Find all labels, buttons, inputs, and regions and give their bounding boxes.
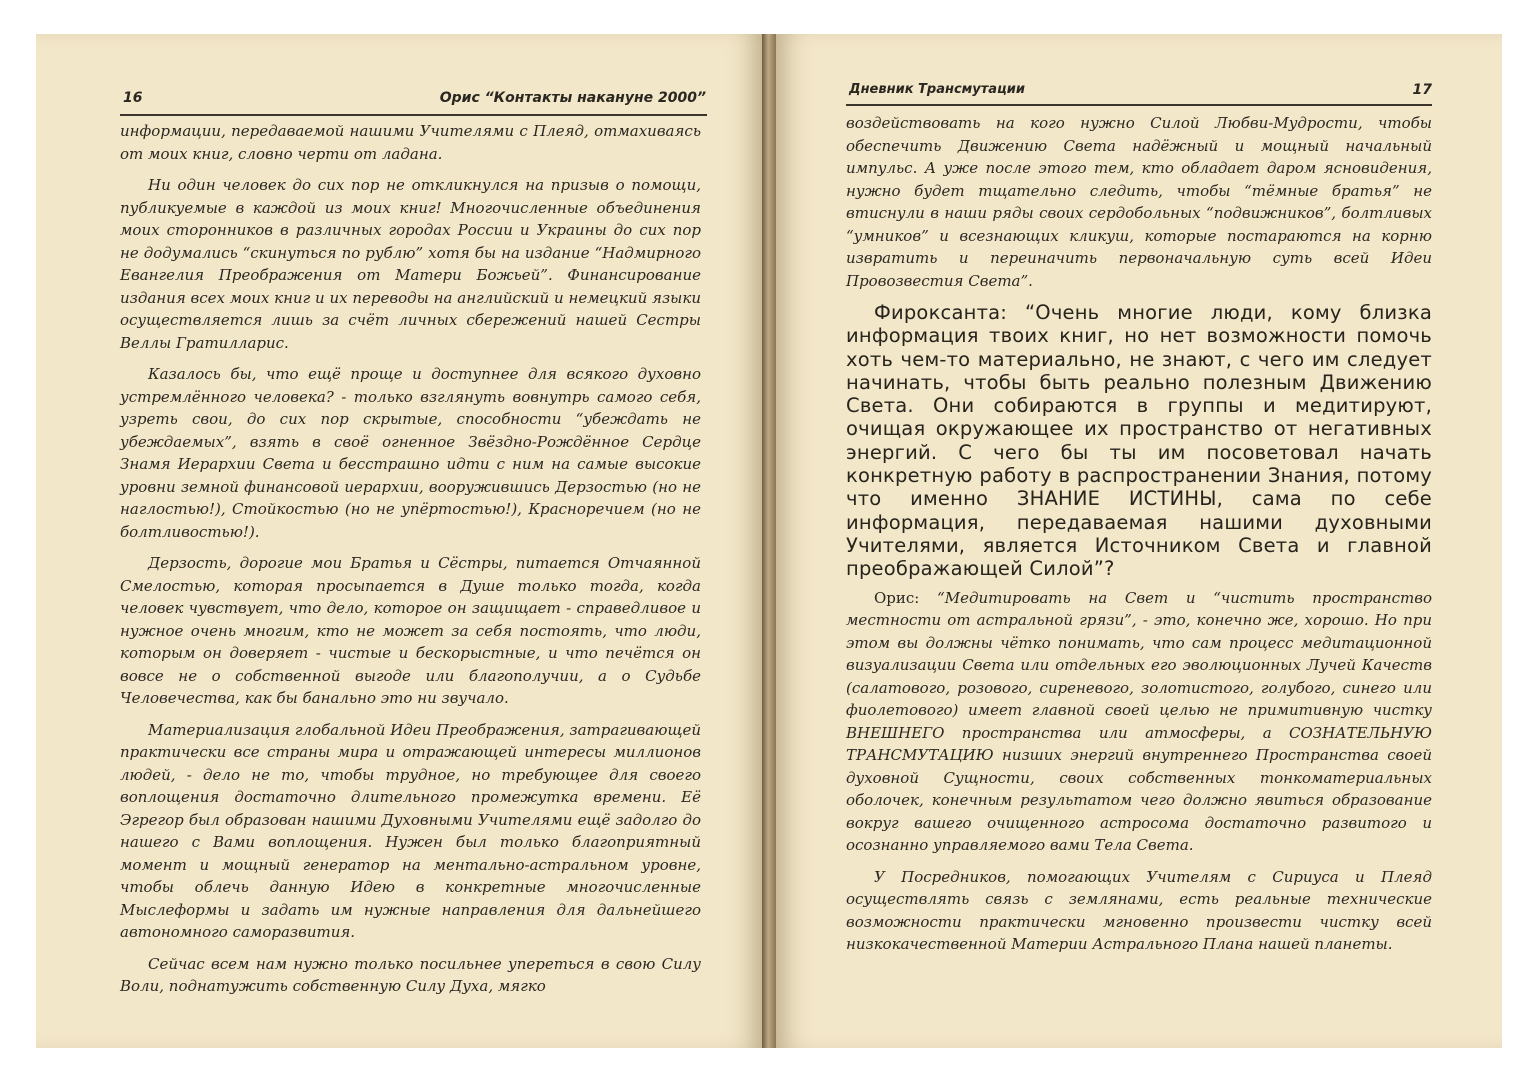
right-page [776, 34, 1502, 1048]
page-number: 16 [123, 90, 143, 106]
paragraph: Ни один человек до сих пор не откликнулся на призыв о помощи, публикуемые в каждой из моих книг! Многочисленные объединения моих сторонников в различных городах России и Украины до сих пор не додумались “скинуться по рублю” хотя бы на издание “Надмирного Евангелия Преображения от Матери Божьей”. Финансирование издания всех моих книг и их переводы на английский и немецкий языки осуществляется лишь за счёт личных сбережений нашей Сестры Веллы Гратилларис. [120, 176, 701, 352]
answer-paragraph [846, 587, 1432, 857]
question-speaker: Фироксанта: [874, 301, 1008, 324]
running-title: Дневник Трансмутации [849, 82, 1025, 97]
question-text: “Очень многие люди, кому близка информация твоих книг, но нет возможности помочь хоть чем-то материально, не знают, с чего им следует начинать, чтобы быть реально полезным Движению Света. Они собираются в группы и медитируют, очищая окружающее их пространство от негативных энергий. С чего бы ты им посоветовал начать конкретную работу в распространении Знания, потому что именно ЗНАНИЕ ИСТИНЫ, сама по себе информация, передаваемая нашими духовными Учителями, является Источником Света и главной преображающей Силой”? [846, 301, 1432, 581]
paragraph: Материализация глобальной Идеи Преображения, затрагивающей практически все страны мира и отражающей интересы миллионов людей, - дело не то, чтобы трудное, но требующее для своего воплощения достаточно длительного промежутка времени. Её Эгрегор был образован нашими Духовными Учителями ещё задолго до нашего с Вами воплощения. Нужен был только благоприятный момент и мощный генератор на ментально-астральном уровне, чтобы облечь данную Идею в конкретные многочисленные Мыслеформы и задать им нужные направления для дальнейшего автономного саморазвития. [120, 720, 701, 941]
paragraph: Дерзость, дорогие мои Братья и Сёстры, питается Отчаянной Смелостью, которая просыпается в Душе только тогда, когда человек чувствует, что дело, которое он защищает - справедливое и нужное очень многим, кто не может за себя постоять, что люди, которым он доверяет - чистые и бескорыстные, и что печётся он вовсе не о собственной выгоде или благополучии, а о Судьбе Человечества, как бы банально это ни звучало. [120, 554, 701, 707]
question-paragraph [846, 301, 1432, 581]
page-number: 17 [1412, 82, 1432, 98]
header-rule [846, 104, 1432, 106]
answer-speaker: Орис: [874, 588, 920, 607]
answer-text: “Медитировать на Свет и “чистить пространство местности от астральной грязи”, - это, конечно же, хорошо. Но при этом вы должны чётко понимать, что сам процесс медитационной визуализации Света или отдельных его эволюционных Лучей Качеств (салатового, розового, сиреневого, золотистого, голубого, синего или фиолетового) имеет главной своей целью не примитивную чистку ВНЕШНЕГО пространства или атмосферы, а СОЗНАТЕЛЬНУЮ ТРАНСМУТАЦИЮ низших энергий внутреннего Пространства своей духовной Сущности, своих собственных тонкоматериальных оболочек, конечным результатом чего должно явиться образование вокруг вашего очищенного астросома достаточно развитого и осознанно управляемого вами Тела Света. [846, 588, 1432, 855]
left-body-text [120, 120, 701, 1007]
paragraph: воздействовать на кого нужно Силой Любви-Мудрости, чтобы обеспечить Движению Света надёжный и мощный начальный импульс. А уже после этого тем, кто обладает даром ясновидения, нужно будет тщательно следить, чтобы “тёмные братья” не втиснули в наши ряды своих сердобольных “подвижников”, болтливых “умников” и всезнающих кликуш, которые постараются на корню извратить и переиначить первоначальную суть всей Идеи Провозвестия Света”. [846, 114, 1432, 290]
paragraph: У Посредников, помогающих Учителям с Сириуса и Плеяд осуществлять связь с землянами, есть реальные технические возможности практически мгновенно произвести чистку всей низкокачественной Материи Астрального Плана нашей планеты. [846, 867, 1432, 954]
left-page [36, 34, 762, 1048]
paragraph: Сейчас всем нам нужно только посильнее упереться в свою Силу Воли, поднатужить собственную Силу Духа, мягко [120, 954, 701, 995]
header-rule [120, 114, 707, 116]
right-body-text [846, 112, 1432, 965]
book-spine-gutter [762, 34, 776, 1048]
running-title: Орис “Контакты накануне 2000” [439, 90, 706, 106]
paragraph: информации, передаваемой нашими Учителями с Плеяд, отмахиваясь от моих книг, словно черти от ладана. [120, 122, 701, 163]
paragraph: Казалось бы, что ещё проще и доступнее для всякого духовно устремлённого человека? - только взглянуть вовнутрь самого себя, узреть свои, до сих пор скрытые, способности “убеждать не убеждаемых”, взять в своё огненное Звёздно-Рождённое Сердце Знамя Иерархии Света и бесстрашно идти с ним на самые высокие уровни земной финансовой иерархии, вооружившись Дерзостью (но не наглостью!), Стойкостью (но не упёртостью!), Красноречием (но не болтливостью!). [120, 365, 701, 541]
